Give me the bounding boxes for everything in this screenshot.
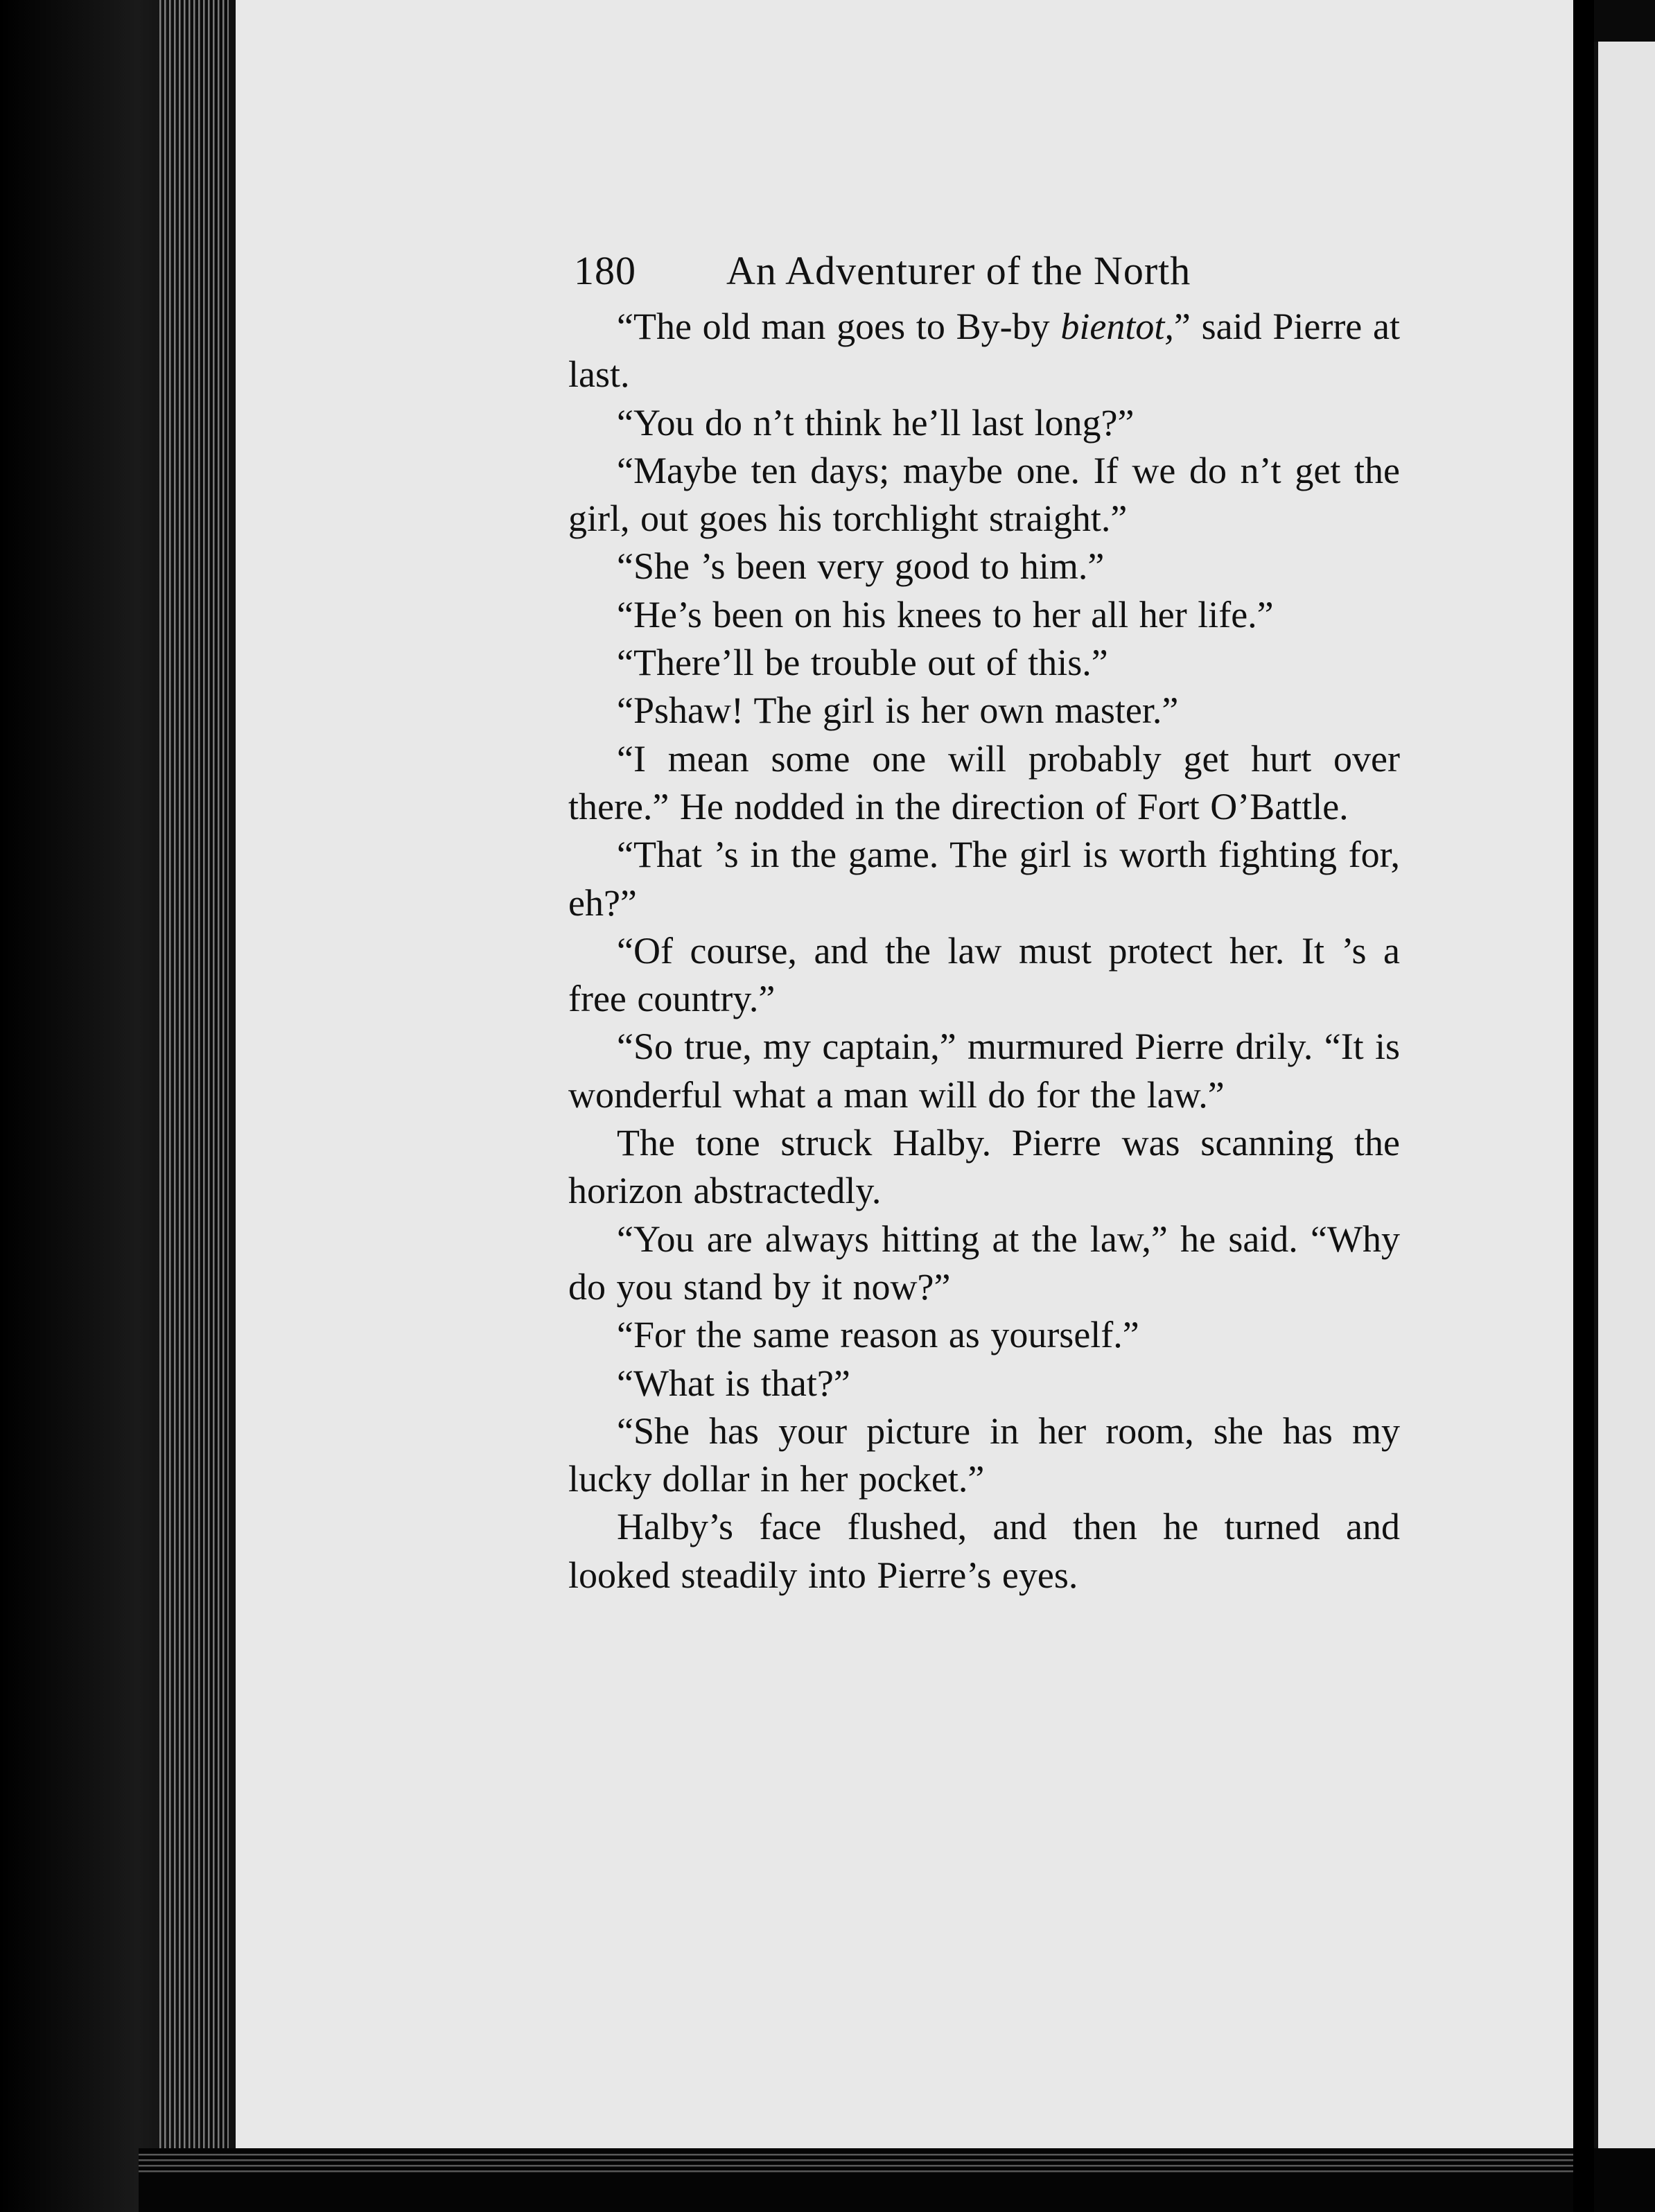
page-edges xyxy=(159,0,236,2212)
paragraph-17: Halby’s face flushed, and then he turned and looked steadily into Pierre’s eyes. xyxy=(568,1506,1400,1596)
paragraph-2: “You do n’t think he’ll last long?” xyxy=(617,401,1135,444)
paragraph-12: The tone struck Halby. Pierre was scanning the horizon abstractedly. xyxy=(568,1122,1400,1212)
paragraph-3: “Maybe ten days; maybe one. If we do n’t get the girl, out goes his torchlight straight.” xyxy=(568,449,1400,540)
paragraph-10: “Of course, and the law must protect her. It ’s a free country.” xyxy=(568,929,1400,1020)
paragraph-15: “What is that?” xyxy=(617,1362,850,1404)
next-page-sliver xyxy=(1594,42,1655,2148)
running-title: An Adventurer of the North xyxy=(726,248,1191,293)
paragraph-13: “You are always hitting at the law,” he said. “Why do you stand by it now?” xyxy=(568,1218,1400,1308)
paragraph-1: “The old man goes to By-by bientot,” said Pierre at last. xyxy=(568,306,1400,396)
stacked-page-edges xyxy=(139,2154,1587,2175)
paragraph-4: “She ’s been very good to him.” xyxy=(617,545,1105,588)
paragraph-7: “Pshaw! The girl is her own master.” xyxy=(617,690,1179,732)
paragraph-11: “So true, my captain,” murmured Pierre drily. “It is wonderful what a man will do for the law.” xyxy=(568,1026,1400,1116)
running-head xyxy=(574,246,1400,296)
paragraph-9: “That ’s in the game. The girl is worth fighting for, eh?” xyxy=(568,834,1400,924)
paragraph-14: “For the same reason as yourself.” xyxy=(617,1314,1139,1356)
gutter-shadow xyxy=(1573,0,1594,2212)
paragraph-5: “He’s been on his knees to her all her life.” xyxy=(617,593,1274,635)
paragraph-16: “She has your picture in her room, she has my lucky dollar in her pocket.” xyxy=(568,1410,1400,1500)
page-number: 180 xyxy=(574,248,636,293)
paragraph-8: “I mean some one will probably get hurt over there.” He nodded in the direction of Fort O’Battle. xyxy=(568,737,1400,827)
paragraph-6: “There’ll be trouble out of this.” xyxy=(617,642,1108,684)
page-text xyxy=(568,246,1400,1599)
